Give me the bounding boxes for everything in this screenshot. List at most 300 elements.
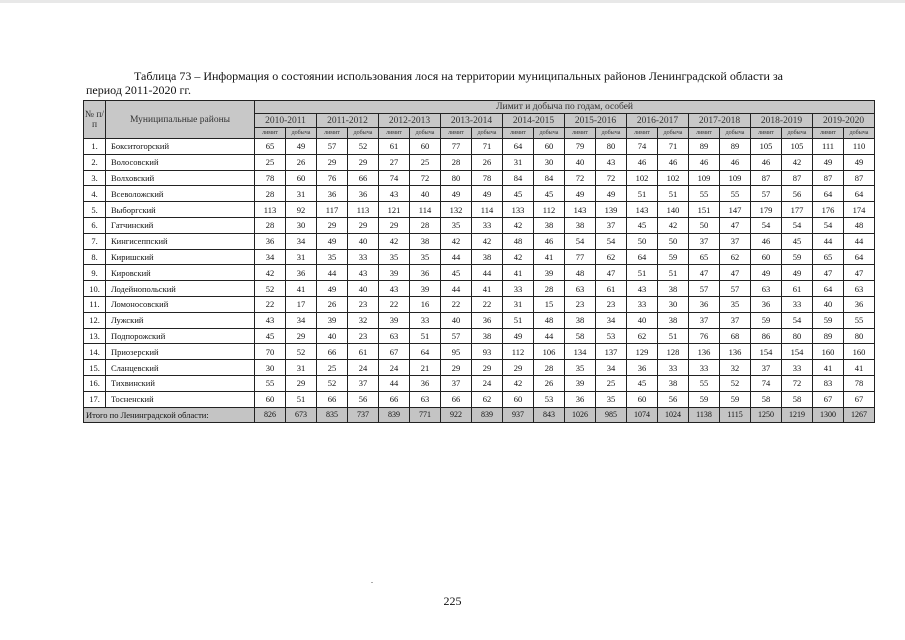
limit-cell: 74: [379, 170, 410, 186]
limit-cell: 49: [565, 186, 596, 202]
table-row: [84, 360, 875, 376]
limit-cell: 42: [503, 217, 534, 233]
catch-cell: 160: [844, 344, 875, 360]
limit-cell: 46: [627, 154, 658, 170]
year-header: 2016-2017: [627, 114, 689, 128]
limit-cell: 60: [503, 391, 534, 407]
limit-cell: 87: [751, 170, 782, 186]
district-name: Сланцевский: [106, 360, 255, 376]
catch-cell: 41: [534, 249, 565, 265]
catch-cell: 36: [410, 265, 441, 281]
catch-cell: 53: [534, 391, 565, 407]
catch-cell: 47: [720, 265, 751, 281]
row-number: 16.: [84, 375, 106, 391]
limit-cell: 45: [441, 265, 472, 281]
total-limit-cell: 1250: [751, 407, 782, 422]
col-header-district: Муниципальные районы: [106, 101, 255, 139]
limit-cell: 50: [627, 233, 658, 249]
limit-cell: 121: [379, 202, 410, 218]
district-name: Выборгский: [106, 202, 255, 218]
catch-cell: 46: [534, 233, 565, 249]
limit-subheader: лимит: [627, 128, 658, 139]
limit-cell: 49: [317, 233, 348, 249]
limit-cell: 86: [751, 328, 782, 344]
catch-cell: 56: [782, 186, 813, 202]
district-name: Тосненский: [106, 391, 255, 407]
total-catch-cell: 673: [286, 407, 317, 422]
limit-cell: 52: [317, 375, 348, 391]
limit-cell: 51: [503, 312, 534, 328]
limit-cell: 29: [317, 154, 348, 170]
year-header: 2019-2020: [813, 114, 875, 128]
catch-cell: 36: [286, 265, 317, 281]
total-catch-cell: 839: [472, 407, 503, 422]
total-catch-cell: 771: [410, 407, 441, 422]
catch-cell: 61: [596, 281, 627, 297]
catch-cell: 54: [782, 217, 813, 233]
catch-cell: 64: [410, 344, 441, 360]
row-number: 10.: [84, 281, 106, 297]
catch-cell: 87: [782, 170, 813, 186]
limit-cell: 60: [627, 391, 658, 407]
catch-cell: 64: [844, 186, 875, 202]
limit-cell: 29: [379, 217, 410, 233]
table-row: [84, 296, 875, 312]
catch-cell: 84: [534, 170, 565, 186]
limit-cell: 44: [317, 265, 348, 281]
total-limit-cell: 1300: [813, 407, 844, 422]
catch-cell: 51: [658, 328, 689, 344]
limit-cell: 34: [255, 249, 286, 265]
caption-line-1: Таблица 73 – Информация о состоянии использования лося на территории муниципальных районов Ленинградской области за: [134, 69, 784, 83]
limit-cell: 60: [255, 391, 286, 407]
catch-cell: 139: [596, 202, 627, 218]
limit-cell: 27: [379, 154, 410, 170]
page-number: 225: [443, 594, 462, 608]
catch-cell: 33: [658, 360, 689, 376]
catch-cell: 34: [596, 360, 627, 376]
row-number: 14.: [84, 344, 106, 360]
limit-cell: 29: [317, 217, 348, 233]
limit-cell: 70: [255, 344, 286, 360]
catch-cell: 24: [348, 360, 379, 376]
limit-cell: 133: [503, 202, 534, 218]
limit-cell: 59: [813, 312, 844, 328]
catch-cell: 177: [782, 202, 813, 218]
catch-cell: 51: [286, 391, 317, 407]
limit-cell: 25: [317, 360, 348, 376]
limit-cell: 45: [627, 217, 658, 233]
limit-cell: 66: [379, 391, 410, 407]
limit-cell: 52: [255, 281, 286, 297]
catch-cell: 30: [658, 296, 689, 312]
catch-cell: 66: [348, 170, 379, 186]
limit-cell: 36: [751, 296, 782, 312]
limit-cell: 39: [379, 312, 410, 328]
district-name: Подпорожский: [106, 328, 255, 344]
row-number: 11.: [84, 296, 106, 312]
limit-subheader: лимит: [255, 128, 286, 139]
catch-cell: 63: [844, 281, 875, 297]
catch-cell: 36: [410, 375, 441, 391]
catch-cell: 46: [720, 154, 751, 170]
district-name: Бокситогорский: [106, 139, 255, 155]
limit-cell: 41: [813, 360, 844, 376]
table-row: [84, 154, 875, 170]
limit-cell: 54: [751, 217, 782, 233]
limit-cell: 65: [255, 139, 286, 155]
catch-cell: 56: [348, 391, 379, 407]
catch-cell: 52: [286, 344, 317, 360]
limit-cell: 24: [379, 360, 410, 376]
catch-cell: 53: [596, 328, 627, 344]
catch-cell: 31: [286, 186, 317, 202]
limit-cell: 35: [379, 249, 410, 265]
limit-cell: 41: [503, 265, 534, 281]
catch-cell: 92: [286, 202, 317, 218]
caption-line-2: период 2011-2020 гг.: [86, 83, 191, 97]
catch-cell: 30: [286, 217, 317, 233]
limit-cell: 72: [565, 170, 596, 186]
limit-cell: 45: [503, 186, 534, 202]
catch-cell: 41: [844, 360, 875, 376]
limit-cell: 40: [565, 154, 596, 170]
limit-cell: 31: [503, 296, 534, 312]
table-row: [84, 233, 875, 249]
limit-cell: 57: [689, 281, 720, 297]
catch-cell: 32: [348, 312, 379, 328]
limit-cell: 78: [255, 170, 286, 186]
limit-cell: 117: [317, 202, 348, 218]
limit-cell: 143: [627, 202, 658, 218]
limit-cell: 64: [627, 249, 658, 265]
catch-cell: 29: [286, 375, 317, 391]
limit-cell: 136: [689, 344, 720, 360]
limit-cell: 42: [441, 233, 472, 249]
catch-cell: 25: [410, 154, 441, 170]
total-catch-cell: 1024: [658, 407, 689, 422]
catch-subheader: добыча: [534, 128, 565, 139]
catch-cell: 89: [720, 139, 751, 155]
limit-cell: 40: [627, 312, 658, 328]
limit-cell: 67: [813, 391, 844, 407]
limit-cell: 44: [441, 249, 472, 265]
limit-cell: 76: [317, 170, 348, 186]
limit-cell: 28: [255, 217, 286, 233]
limit-cell: 42: [255, 265, 286, 281]
limit-cell: 22: [441, 296, 472, 312]
catch-cell: 72: [596, 170, 627, 186]
table-row: [84, 139, 875, 155]
limit-cell: 43: [379, 281, 410, 297]
total-limit-cell: 839: [379, 407, 410, 422]
limit-cell: 59: [689, 391, 720, 407]
catch-cell: 41: [286, 281, 317, 297]
total-limit-cell: 1026: [565, 407, 596, 422]
row-number: 7.: [84, 233, 106, 249]
catch-cell: 55: [844, 312, 875, 328]
total-row: [84, 407, 875, 422]
catch-cell: 52: [348, 139, 379, 155]
catch-cell: 80: [596, 139, 627, 155]
scan-edge: [0, 0, 905, 3]
limit-cell: 36: [317, 186, 348, 202]
catch-cell: 23: [348, 328, 379, 344]
catch-cell: 140: [658, 202, 689, 218]
limit-cell: 37: [689, 312, 720, 328]
catch-cell: 45: [534, 186, 565, 202]
total-limit-cell: 922: [441, 407, 472, 422]
table-row: [84, 202, 875, 218]
catch-cell: 15: [534, 296, 565, 312]
limit-cell: 154: [751, 344, 782, 360]
catch-cell: 39: [534, 265, 565, 281]
catch-cell: 35: [720, 296, 751, 312]
year-header: 2014-2015: [503, 114, 565, 128]
catch-cell: 49: [472, 186, 503, 202]
limit-cell: 74: [751, 375, 782, 391]
catch-cell: 105: [782, 139, 813, 155]
catch-cell: 109: [720, 170, 751, 186]
catch-cell: 37: [720, 233, 751, 249]
catch-cell: 25: [596, 375, 627, 391]
row-number: 15.: [84, 360, 106, 376]
catch-subheader: добыча: [658, 128, 689, 139]
limit-cell: 151: [689, 202, 720, 218]
catch-cell: 34: [596, 312, 627, 328]
limit-cell: 47: [813, 265, 844, 281]
table-row: [84, 328, 875, 344]
limit-cell: 46: [751, 233, 782, 249]
catch-cell: 43: [348, 265, 379, 281]
limit-cell: 54: [813, 217, 844, 233]
total-limit-cell: 1138: [689, 407, 720, 422]
limit-cell: 80: [441, 170, 472, 186]
catch-subheader: добыча: [596, 128, 627, 139]
catch-cell: 23: [348, 296, 379, 312]
limit-cell: 64: [813, 186, 844, 202]
catch-cell: 102: [658, 170, 689, 186]
catch-cell: 36: [472, 312, 503, 328]
catch-cell: 42: [472, 233, 503, 249]
catch-cell: 21: [410, 360, 441, 376]
catch-cell: 50: [658, 233, 689, 249]
catch-cell: 34: [286, 233, 317, 249]
limit-cell: 33: [627, 296, 658, 312]
year-header: 2012-2013: [379, 114, 441, 128]
catch-cell: 31: [286, 249, 317, 265]
limit-cell: 45: [255, 328, 286, 344]
catch-cell: 36: [844, 296, 875, 312]
catch-cell: 60: [410, 139, 441, 155]
row-number: 4.: [84, 186, 106, 202]
table-caption: [86, 69, 850, 97]
limit-cell: 43: [255, 312, 286, 328]
total-limit-cell: 835: [317, 407, 348, 422]
catch-cell: 37: [348, 375, 379, 391]
catch-cell: 51: [410, 328, 441, 344]
table-row: [84, 312, 875, 328]
district-name: Приозерский: [106, 344, 255, 360]
catch-subheader: добыча: [782, 128, 813, 139]
catch-subheader: добыча: [348, 128, 379, 139]
limit-subheader: лимит: [317, 128, 348, 139]
catch-cell: 28: [534, 281, 565, 297]
limit-cell: 36: [689, 296, 720, 312]
limit-cell: 49: [813, 154, 844, 170]
limit-cell: 57: [441, 328, 472, 344]
limit-cell: 112: [503, 344, 534, 360]
limit-cell: 77: [565, 249, 596, 265]
row-number: 6.: [84, 217, 106, 233]
row-number: 8.: [84, 249, 106, 265]
limit-cell: 95: [441, 344, 472, 360]
table-body: [84, 139, 875, 408]
moose-usage-table: [83, 100, 875, 423]
district-name: Кировский: [106, 265, 255, 281]
catch-cell: 54: [782, 312, 813, 328]
catch-cell: 29: [348, 154, 379, 170]
limit-cell: 66: [441, 391, 472, 407]
catch-cell: 54: [596, 233, 627, 249]
limit-cell: 28: [255, 186, 286, 202]
limit-cell: 59: [751, 312, 782, 328]
catch-cell: 44: [534, 328, 565, 344]
catch-cell: 110: [844, 139, 875, 155]
catch-cell: 28: [410, 217, 441, 233]
catch-cell: 51: [658, 265, 689, 281]
limit-cell: 35: [441, 217, 472, 233]
limit-cell: 49: [317, 281, 348, 297]
catch-cell: 106: [534, 344, 565, 360]
catch-cell: 38: [472, 328, 503, 344]
limit-cell: 55: [255, 375, 286, 391]
catch-cell: 64: [844, 249, 875, 265]
limit-cell: 40: [441, 312, 472, 328]
table-row: [84, 170, 875, 186]
catch-cell: 71: [658, 139, 689, 155]
limit-cell: 42: [379, 233, 410, 249]
limit-cell: 105: [751, 139, 782, 155]
catch-subheader: добыча: [472, 128, 503, 139]
catch-cell: 38: [472, 249, 503, 265]
limit-cell: 50: [689, 217, 720, 233]
limit-cell: 57: [317, 139, 348, 155]
catch-cell: 114: [410, 202, 441, 218]
catch-cell: 42: [782, 154, 813, 170]
limit-cell: 29: [441, 360, 472, 376]
catch-cell: 34: [286, 312, 317, 328]
limit-cell: 38: [565, 312, 596, 328]
catch-cell: 80: [844, 328, 875, 344]
limit-cell: 87: [813, 170, 844, 186]
catch-cell: 114: [472, 202, 503, 218]
limit-cell: 44: [813, 233, 844, 249]
limit-cell: 40: [317, 328, 348, 344]
catch-cell: 33: [782, 360, 813, 376]
total-limit-cell: 826: [255, 407, 286, 422]
district-name: Волховский: [106, 170, 255, 186]
catch-cell: 23: [596, 296, 627, 312]
table-row: [84, 344, 875, 360]
total-catch-cell: 737: [348, 407, 379, 422]
limit-cell: 51: [627, 265, 658, 281]
catch-cell: 113: [348, 202, 379, 218]
limit-cell: 54: [565, 233, 596, 249]
catch-cell: 80: [782, 328, 813, 344]
catch-cell: 29: [286, 328, 317, 344]
total-catch-cell: 1267: [844, 407, 875, 422]
limit-cell: 46: [689, 154, 720, 170]
table-row: [84, 249, 875, 265]
limit-cell: 48: [565, 265, 596, 281]
catch-cell: 38: [534, 217, 565, 233]
catch-cell: 40: [348, 281, 379, 297]
catch-cell: 71: [472, 139, 503, 155]
total-limit-cell: 1074: [627, 407, 658, 422]
catch-cell: 33: [472, 217, 503, 233]
year-header: 2017-2018: [689, 114, 751, 128]
total-catch-cell: 985: [596, 407, 627, 422]
limit-cell: 111: [813, 139, 844, 155]
catch-cell: 32: [720, 360, 751, 376]
catch-cell: 44: [472, 265, 503, 281]
year-header: 2011-2012: [317, 114, 379, 128]
catch-cell: 58: [782, 391, 813, 407]
limit-cell: 36: [627, 360, 658, 376]
total-label: Итого по Ленинградской области:: [84, 407, 255, 422]
catch-cell: 26: [472, 154, 503, 170]
limit-cell: 84: [503, 170, 534, 186]
catch-cell: 72: [782, 375, 813, 391]
limit-cell: 22: [379, 296, 410, 312]
catch-cell: 78: [472, 170, 503, 186]
limit-cell: 77: [441, 139, 472, 155]
table-row: [84, 281, 875, 297]
col-header-num: № п/п: [84, 101, 106, 139]
catch-cell: 40: [410, 186, 441, 202]
limit-cell: 63: [565, 281, 596, 297]
row-number: 5.: [84, 202, 106, 218]
catch-cell: 16: [410, 296, 441, 312]
limit-cell: 33: [503, 281, 534, 297]
catch-subheader: добыча: [410, 128, 441, 139]
limit-cell: 39: [565, 375, 596, 391]
limit-subheader: лимит: [379, 128, 410, 139]
district-name: Кингисеппский: [106, 233, 255, 249]
limit-cell: 58: [751, 391, 782, 407]
district-name: Ломоносовский: [106, 296, 255, 312]
catch-cell: 29: [348, 217, 379, 233]
limit-cell: 63: [379, 328, 410, 344]
catch-cell: 37: [720, 312, 751, 328]
limit-cell: 63: [751, 281, 782, 297]
limit-cell: 60: [751, 249, 782, 265]
limit-cell: 36: [565, 391, 596, 407]
catch-cell: 59: [782, 249, 813, 265]
catch-cell: 78: [844, 375, 875, 391]
limit-cell: 49: [503, 328, 534, 344]
year-header: 2013-2014: [441, 114, 503, 128]
limit-cell: 51: [627, 186, 658, 202]
limit-cell: 109: [689, 170, 720, 186]
limit-cell: 132: [441, 202, 472, 218]
total-limit-cell: 937: [503, 407, 534, 422]
table-row: [84, 217, 875, 233]
limit-cell: 67: [379, 344, 410, 360]
catch-cell: 61: [782, 281, 813, 297]
catch-cell: 59: [658, 249, 689, 265]
